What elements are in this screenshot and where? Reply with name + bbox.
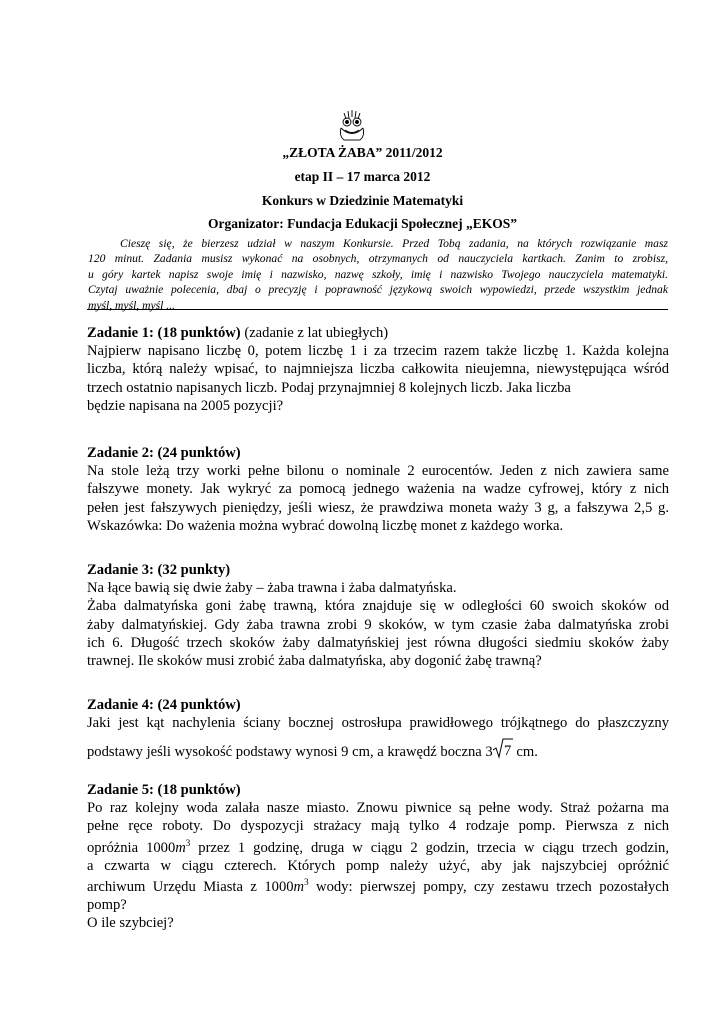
task-line: a czwarta w ciągu czterech. Których pomp należy użyć, aby jak najszybciej opróżnić [87, 857, 669, 874]
volume-value: 1000 [146, 839, 176, 856]
task-line: Najpierw napisano liczbę 0, potem liczbę 1 i za trzecim razem także liczbę 1. Każda kolejna [87, 343, 669, 360]
instructions-line: myśl, myśl, myśl ... [88, 298, 175, 312]
task-line [87, 738, 669, 764]
task-line: Żaba dalmatyńska goni żabę trawną, która znajduje się w odległości 60 swoich skoków od [87, 598, 669, 615]
task-line: Jaki jest kąt nachylenia ściany bocznej ostrosłupa prawidłowego trójkątnego do płaszczyzny [87, 715, 669, 732]
task-5 [87, 781, 669, 933]
coefficient: 3 [485, 744, 493, 761]
unit-exponent: 3 [304, 877, 309, 888]
task-line: pełne ręce roboty. Do dyspozycji strażacy mają tylko 4 rodzaje pomp. Pierwsza z nich [87, 818, 669, 835]
task-line-text: opróżnia [87, 839, 139, 856]
sqrt-symbol [493, 738, 513, 764]
frog-logo-icon [335, 108, 369, 142]
task-line [87, 839, 669, 857]
task-title: Zadanie 5: (18 punktów) [87, 782, 241, 798]
contest-subject: Konkurs w Dziedzinie Matematyki [261, 193, 464, 208]
task-line-text: przez 1 godzinę, druga w ciągu 2 godzin, trzecia w ciągu trzech godzin, [198, 839, 669, 856]
task-line: Na łące bawią się dwie żaby – żaba trawna i żaba dalmatyńska. [87, 580, 457, 597]
task-line: O ile szybciej? [87, 915, 174, 932]
task-title: Zadanie 4: (24 punktów) [87, 697, 241, 713]
task-line-text: archiwum Urzędu Miasta z [87, 879, 257, 896]
task-line: Wskazówka: Do ważenia można wybrać dowolną liczbę monet z każdego worka. [87, 517, 564, 534]
task-title: Zadanie 3: (32 punkty) [87, 562, 231, 578]
unit-m: m [293, 879, 305, 896]
task-line: fałszywe monety. Jak wykryć za pomocą jednego ważenia na wadze cyfrowej, który z nich [87, 481, 669, 498]
task-2 [87, 444, 669, 535]
divider [87, 309, 668, 310]
task-line-text: wody: pierwszej pompy, czy zestawu trzech pozostałych [316, 879, 670, 896]
task-line: pomp? [87, 897, 127, 914]
stage-date: etap II – 17 marca 2012 [294, 169, 431, 184]
task-line: będzie napisana na 2005 pozycji? [87, 397, 284, 414]
unit-m: m [175, 839, 186, 856]
instructions-line: u góry kartek napisz swoje imię i nazwisko, nazwę szkoły, imię i nazwisko Twojego nauczyciela matematyki. [88, 267, 668, 281]
task-note: (zadanie z lat ubiegłych) [244, 325, 389, 341]
instructions-line: Cieszę się, że bierzesz udział w naszym Konkursie. Przed Tobą zadania, na których rozwiązanie masz [120, 237, 668, 250]
unit: cm. [516, 744, 538, 761]
task-3 [87, 561, 669, 670]
task-line-text: podstawy jeśli wysokość podstawy wynosi 9 cm, a krawędź boczna [87, 744, 482, 761]
task-title: Zadanie 1: (18 punktów) [87, 325, 241, 341]
organizer: Organizator: Fundacja Edukacji Społecznej „EKOS” [207, 216, 517, 231]
task-1 [87, 324, 669, 415]
task-line: pełen jest fałszywych pieniędzy, jeśli wiesz, że prawdziwa moneta waży 3 g, a fałszywa 2,5 g. [87, 499, 669, 516]
instructions [88, 236, 668, 313]
task-line: trawnej. Ile skoków musi zrobić żaba dalmatyńska, aby dogonić żabę trawną? [87, 653, 542, 670]
contest-title: „ZŁOTA ŻABA” 2011/2012 [282, 145, 443, 160]
task-line: żaby dalmatyńskiej. Gdy żaba trawna zrobi 9 skoków, w tym czasie żaba dalmatyńska zrobi [87, 616, 669, 633]
task-line: ich 6. Długość trzech skoków żaby dalmatyńskiej jest równa długości siedmiu skoków żaby [87, 634, 669, 651]
task-line [87, 878, 669, 896]
instructions-line: 120 minut. Zadania musisz wykonać na osobnych, otrzymanych od nauczyciela kartkach. Zanim to zrobisz, [88, 252, 668, 266]
radicand: 7 [503, 743, 512, 760]
unit-exponent: 3 [185, 837, 191, 848]
instructions-line: Czytaj uważnie polecenia, dbaj o precyzję i poprawność językową swoich wypowiedzi, przede wszystkim jednak [88, 283, 668, 297]
task-title: Zadanie 2: (24 punktów) [87, 445, 241, 461]
task-line: liczba, którą należy wpisać, to najmniejsza liczba całkowita nieujemna, niewystępująca wśród [87, 361, 669, 378]
task-4 [87, 696, 669, 765]
task-line: Na stole leżą trzy worki pełne bilonu o nominale 2 eurocentów. Jeden z nich zawiera same [87, 463, 669, 480]
task-line: Po raz kolejny woda zalała nasze miasto. Znowu piwnice są pełne wody. Straż pożarna ma [87, 800, 669, 817]
volume-value: 1000 [264, 879, 294, 896]
task-line: trzech ostatnio napisanych liczb. Podaj przynajmniej 8 kolejnych liczb. Jaka liczba [87, 379, 571, 396]
